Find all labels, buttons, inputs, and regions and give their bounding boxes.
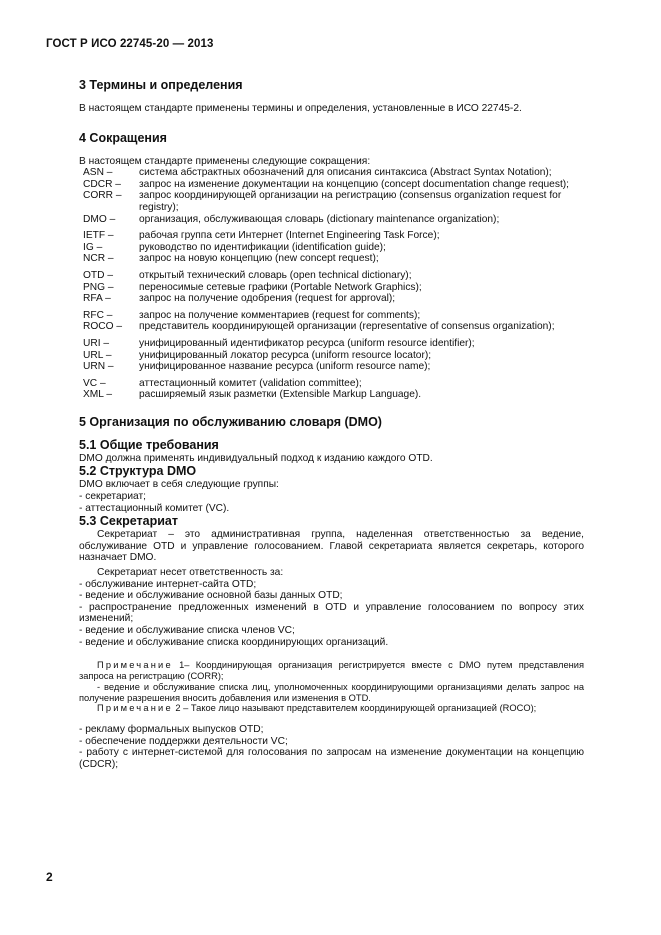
note-2 bbox=[79, 703, 584, 714]
abbr-code: NCR – bbox=[83, 253, 114, 265]
note-1 bbox=[79, 660, 584, 682]
abbr-row bbox=[83, 253, 584, 265]
abbr-row bbox=[83, 389, 584, 401]
abbr-desc: рабочая группа сети Интернет (Internet Engineering Task Force); bbox=[139, 230, 440, 242]
abbr-desc: запрос на новую концепцию (new concept request); bbox=[139, 253, 379, 265]
section-5-2-heading: 5.2 Структура DMO bbox=[79, 464, 197, 479]
abbr-row bbox=[83, 350, 584, 362]
list-item: - рекламу формальных выпусков OTD; bbox=[79, 724, 264, 736]
abbr-desc: расширяемый язык разметки (Extensible Markup Language). bbox=[139, 389, 422, 401]
abbr-desc: открытый технический словарь (open technical dictionary); bbox=[139, 269, 412, 281]
abbr-code: ASN – bbox=[83, 167, 113, 179]
section-5-1-heading: 5.1 Общие требования bbox=[79, 437, 219, 452]
section-3-heading: 3 Термины и определения bbox=[79, 78, 243, 92]
abbr-desc: унифицированное название ресурса (uniform resource name); bbox=[139, 361, 431, 373]
note-2-text: 2 – Такое лицо называют представителем координирующей организацией (ROCO); bbox=[172, 703, 537, 714]
abbr-desc: представитель координирующей организации (representative of consensus organization); bbox=[139, 321, 555, 333]
list-item: - работу с интернет-системой для голосования по запросам на изменение документации на концепцию (CDCR); bbox=[79, 747, 584, 770]
abbr-code: VC – bbox=[83, 377, 106, 389]
section-5-2-intro: DMO включает в себя следующие группы: bbox=[79, 479, 279, 491]
abbr-desc: система абстрактных обозначений для описания синтаксиса (Abstract Syntax Notation); bbox=[139, 167, 552, 179]
abbr-row bbox=[83, 361, 584, 373]
abbr-code: RFA – bbox=[83, 293, 111, 305]
abbr-desc: переносимые сетевые графики (Portable Network Graphics); bbox=[139, 281, 422, 293]
abbr-code: CDCR – bbox=[83, 178, 121, 190]
abbreviations-table bbox=[83, 167, 584, 401]
list-item: - обеспечение поддержки деятельности VC; bbox=[79, 735, 288, 747]
abbr-desc: унифицированный локатор ресурса (uniform resource locator); bbox=[139, 349, 432, 361]
note-1-label: Примечание bbox=[97, 660, 173, 671]
abbr-row bbox=[83, 190, 584, 213]
section-5-1-text: DMO должна применять индивидуальный подход к изданию каждого OTD. bbox=[79, 452, 433, 464]
abbr-row bbox=[83, 282, 584, 294]
section-5-3-paragraph: Секретариат – это административная группа, наделенная ответственностью за ведение, обслуживание OTD и управление голосованием. Главой секретариата является секретарь, которого назначает DMO. bbox=[79, 529, 584, 564]
list-item: - обслуживание интернет-сайта OTD; bbox=[79, 578, 257, 590]
abbr-row bbox=[83, 265, 584, 282]
section-4-intro: В настоящем стандарте применены следующие сокращения: bbox=[79, 155, 371, 167]
page-content bbox=[79, 78, 584, 771]
section-3-text: В настоящем стандарте применены термины и определения, установленные в ИСО 22745-2. bbox=[79, 103, 522, 114]
abbr-row bbox=[83, 373, 584, 390]
abbr-row bbox=[83, 179, 584, 191]
abbr-code: URN – bbox=[83, 361, 114, 373]
section-4-heading: 4 Сокращения bbox=[79, 130, 167, 145]
abbr-row bbox=[83, 214, 584, 226]
note-1-text: 1– Координирующая организация регистрируется вместе с DMO путем представления запроса на регистрацию (CORR); bbox=[79, 660, 584, 681]
section-5-heading: 5 Организация по обслуживанию словаря (DMO) bbox=[79, 414, 382, 429]
page-number: 2 bbox=[46, 870, 53, 884]
abbr-row bbox=[83, 333, 584, 350]
abbr-code: PNG – bbox=[83, 281, 114, 293]
document-header: ГОСТ Р ИСО 22745-20 — 2013 bbox=[46, 38, 214, 50]
abbr-code: DMO – bbox=[83, 213, 116, 225]
note-1-continuation: - ведение и обслуживание списка лиц, уполномоченных координирующими организациями делать запрос на получение разрешения вносить добавления или изменения в OTD. bbox=[79, 681, 584, 703]
abbr-desc: организация, обслуживающая словарь (dictionary maintenance organization); bbox=[139, 213, 500, 225]
abbr-code: IG – bbox=[83, 241, 103, 253]
list-item: - ведение и обслуживание основной базы данных OTD; bbox=[79, 590, 343, 602]
abbr-desc: руководство по идентификации (identification guide); bbox=[139, 241, 386, 253]
abbr-desc: запрос на изменение документации на концепцию (concept documentation change request); bbox=[139, 178, 569, 190]
abbr-code: URI – bbox=[83, 337, 110, 349]
section-5-3-heading: 5.3 Секретариат bbox=[79, 514, 178, 529]
abbr-desc: унифицированный идентификатор ресурса (uniform resource identifier); bbox=[139, 337, 475, 349]
abbr-desc: запрос координирующей организации на регистрацию (consensus organization request for registry); bbox=[139, 190, 562, 213]
abbr-row bbox=[83, 167, 584, 179]
abbr-desc: запрос на получение комментариев (request for comments); bbox=[139, 309, 421, 321]
abbr-code: RFC – bbox=[83, 309, 113, 321]
abbr-row bbox=[83, 305, 584, 322]
list-item: - секретариат; bbox=[79, 491, 146, 503]
abbr-code: OTD – bbox=[83, 269, 114, 281]
abbr-row bbox=[83, 225, 584, 242]
abbr-row bbox=[83, 242, 584, 254]
list-item: - ведение и обслуживание списка координирующих организаций. bbox=[79, 636, 389, 648]
abbr-row bbox=[83, 293, 584, 305]
note-2-label: Примечание bbox=[97, 703, 173, 714]
abbr-code: ROCO – bbox=[83, 321, 123, 333]
list-item: - ведение и обслуживание списка членов VC; bbox=[79, 625, 295, 636]
abbr-desc: аттестационный комитет (validation committee); bbox=[139, 377, 362, 389]
list-item: - распространение предложенных изменений в OTD и управление голосованием по вопросу этих изменений; bbox=[79, 601, 584, 625]
abbr-row bbox=[83, 321, 584, 333]
list-item: - аттестационный комитет (VC). bbox=[79, 502, 230, 514]
abbr-code: URL – bbox=[83, 349, 112, 361]
abbr-code: CORR – bbox=[83, 190, 122, 202]
section-5-3-responsibilities-intro: Секретариат несет ответственность за: bbox=[97, 567, 284, 579]
abbr-desc: запрос на получение одобрения (request for approval); bbox=[139, 293, 396, 305]
abbr-code: XML – bbox=[83, 389, 113, 401]
abbr-code: IETF – bbox=[83, 230, 114, 242]
